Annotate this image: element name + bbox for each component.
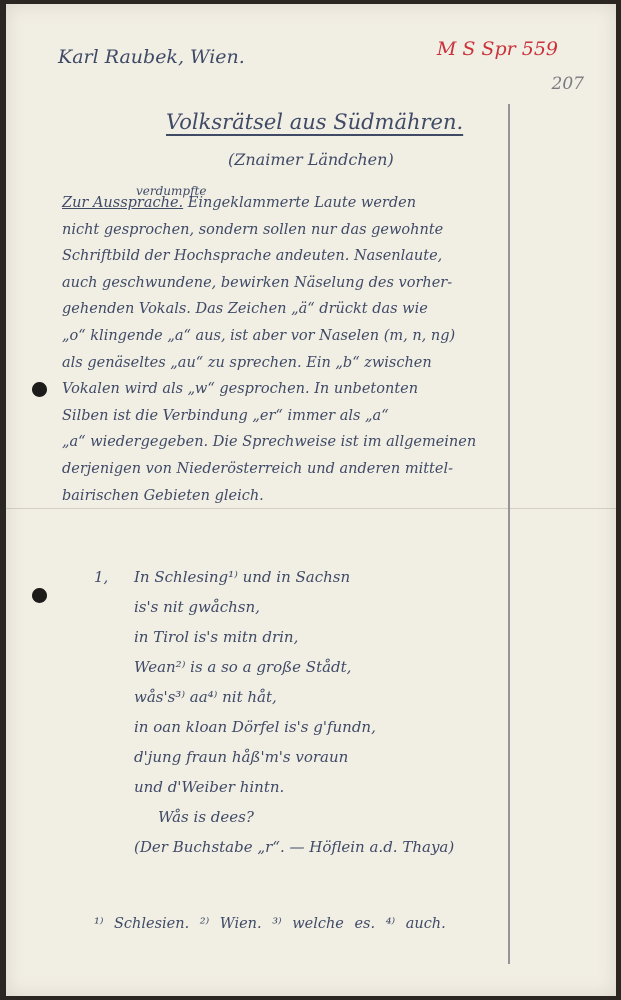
riddle-number: 1, bbox=[94, 568, 109, 586]
note-line: auch geschwundene, bewirken Näselung des vorher- bbox=[62, 274, 453, 291]
inserted-word: verdumpfte bbox=[136, 184, 207, 198]
author-line: Karl Raubek, Wien. bbox=[58, 46, 245, 68]
footnotes: ¹⁾ Schlesien. ²⁾ Wien. ³⁾ welche es. ⁴⁾ auch. bbox=[94, 916, 446, 932]
verse-line: und d'Weiber hintn. bbox=[134, 778, 285, 796]
verse-line: d'jung fraun håß'm's voraun bbox=[134, 748, 349, 766]
note-heading: Zur Aussprache. bbox=[62, 195, 184, 211]
riddle-verse bbox=[94, 562, 454, 862]
archive-mark: M S Spr 559 bbox=[436, 38, 558, 60]
note-line: gehenden Vokals. Das Zeichen „ä“ drückt das wie bbox=[62, 301, 428, 318]
verse-line: in Tirol is's mitn drin, bbox=[134, 628, 299, 646]
verse-line: Wean²⁾ is a so a große Stådt, bbox=[134, 658, 352, 676]
verse-line: wås's³⁾ aa⁴⁾ nit håt, bbox=[134, 688, 277, 706]
verse-line: 1, In Schlesing¹⁾ und in Sachsn bbox=[94, 562, 454, 592]
punch-hole bbox=[32, 382, 47, 397]
riddle-answer: (Der Buchstabe „r“. — Höflein a.d. Thaya) bbox=[134, 838, 455, 856]
note-line: bairischen Gebieten gleich. bbox=[62, 487, 264, 504]
document-page bbox=[6, 4, 616, 996]
riddle-question: Wås is dees? bbox=[158, 808, 254, 826]
pronunciation-note bbox=[62, 184, 512, 509]
note-line: Schriftbild der Hochsprache andeuten. Nasenlaute, bbox=[62, 248, 443, 265]
page-subtitle: (Znaimer Ländchen) bbox=[228, 150, 394, 169]
verse-line: in oan kloan Dörfel is's g'fundn, bbox=[134, 718, 376, 736]
page-number: 207 bbox=[551, 74, 584, 94]
note-line: als genäseltes „au“ zu sprechen. Ein „b“ zwischen bbox=[62, 354, 432, 371]
note-line: Vokalen wird als „w“ gesprochen. In unbetonten bbox=[62, 381, 419, 398]
note-line: Silben ist die Verbindung „er“ immer als „a“ bbox=[62, 407, 389, 424]
note-line: nicht gesprochen, sondern sollen nur das gewohnte bbox=[62, 221, 444, 238]
note-line: derjenigen von Niederösterreich und anderen mittel- bbox=[62, 460, 453, 477]
note-line: Zur Aussprache. Eingeklammerte Laute werden bbox=[62, 195, 417, 211]
note-line: „o“ klingende „a“ aus, ist aber vor Naselen (m, n, ng) verdumpfte bbox=[62, 323, 512, 350]
verse-line: is's nit gwåchsn, bbox=[134, 598, 260, 616]
note-line: „a“ wiedergegeben. Die Sprechweise ist im allgemeinen bbox=[62, 434, 477, 451]
page-title: Volksrätsel aus Südmähren. bbox=[166, 110, 464, 134]
punch-hole bbox=[32, 588, 47, 603]
